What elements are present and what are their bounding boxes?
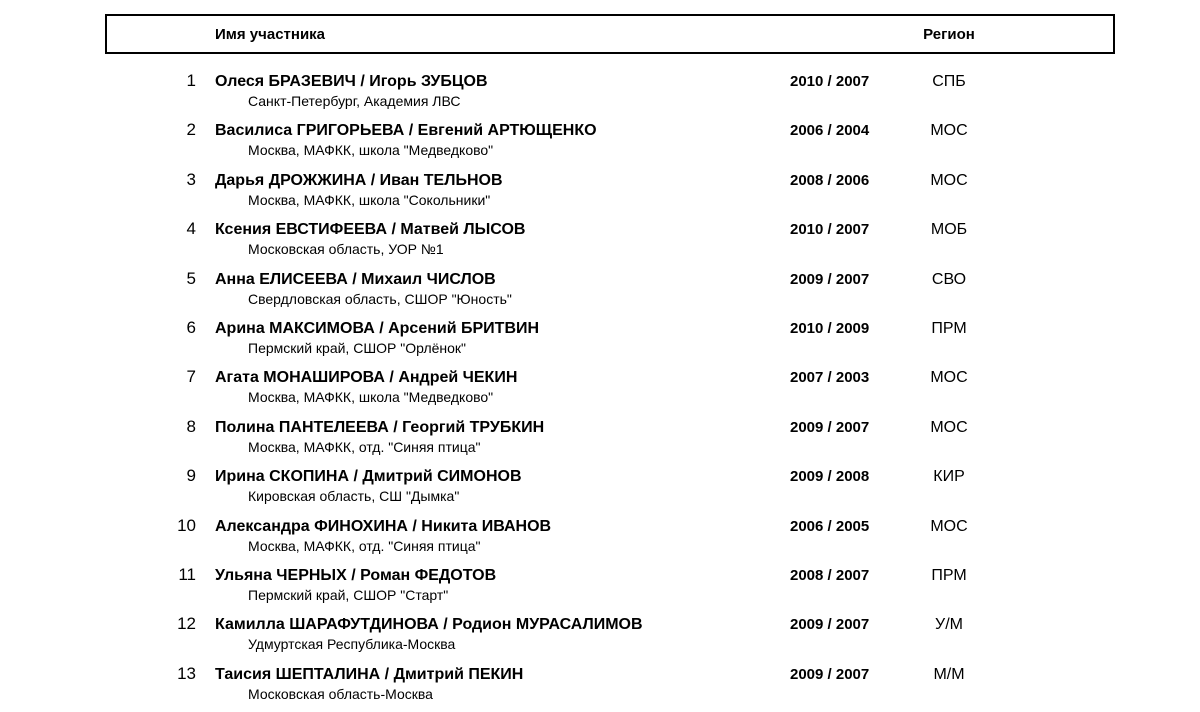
club-name: Московская область, УОР №1 [248,241,444,258]
pair-names: Ксения ЕВСТИФЕЕВА / Матвей ЛЫСОВ [215,221,526,239]
birth-years: 2009 / 2007 [790,270,870,288]
table-row [0,564,1200,613]
table-row [0,613,1200,662]
participants-list [0,70,1200,712]
club-name: Москва, МАФКК, школа "Медведково" [248,142,494,159]
participant-number: 6 [186,317,196,337]
participant-number: 13 [177,663,196,683]
pair-names: Анна ЕЛИСЕЕВА / Михаил ЧИСЛОВ [215,270,496,288]
region-code: МОС [930,517,968,535]
region-code: КИР [933,468,965,486]
region-code: ПРМ [931,319,967,337]
pair-names: Арина МАКСИМОВА / Арсений БРИТВИН [215,319,540,337]
region-code: МОС [930,418,968,436]
birth-years: 2010 / 2009 [790,319,870,337]
birth-years: 2009 / 2007 [790,616,870,634]
table-row [0,663,1200,712]
participant-number: 3 [186,169,196,189]
birth-years: 2007 / 2003 [790,369,870,387]
club-name: Пермский край, СШОР "Старт" [248,586,449,603]
birth-years: 2009 / 2007 [790,418,870,436]
region-code: У/М [935,616,963,634]
region-code: МОС [930,369,968,387]
pair-names: Агата МОНАШИРОВА / Андрей ЧЕКИН [215,369,518,387]
table-row [0,70,1200,119]
pair-names: Олеся БРАЗЕВИЧ / Игорь ЗУБЦОВ [215,73,488,90]
club-name: Москва, МАФКК, отд. "Синяя птица" [248,537,481,554]
club-name: Удмуртская Республика-Москва [248,636,456,653]
birth-years: 2008 / 2006 [790,171,870,189]
region-code: МОС [930,122,968,140]
table-row [0,465,1200,514]
table-row [0,515,1200,564]
birth-years: 2009 / 2007 [790,665,870,683]
pair-names: Камилла ШАРАФУТДИНОВА / Родион МУРАСАЛИМОВ [215,616,643,634]
table-row [0,268,1200,317]
region-code: МОС [930,171,968,189]
club-name: Москва, МАФКК, школа "Сокольники" [248,191,491,208]
region-code: ПРМ [931,566,967,584]
club-name: Кировская область, СШ "Дымка" [248,488,460,505]
pair-names: Таисия ШЕПТАЛИНА / Дмитрий ПЕКИН [215,665,524,683]
participant-number: 10 [177,515,196,535]
table-row [0,416,1200,465]
pair-names: Василиса ГРИГОРЬЕВА / Евгений АРТЮЩЕНКО [215,122,597,140]
region-code: МОБ [930,221,968,239]
column-header-name: Имя участника [215,26,326,43]
club-name: Санкт-Петербург, Академия ЛВС [248,93,461,109]
birth-years: 2009 / 2008 [790,468,870,486]
participant-number: 2 [186,120,196,140]
participant-number: 1 [186,71,196,90]
region-code: СВО [931,270,967,288]
club-name: Пермский край, СШОР "Орлёнок" [248,339,467,356]
club-name: Москва, МАФКК, школа "Медведково" [248,389,494,406]
club-name: Московская область-Москва [248,685,433,702]
table-row [0,218,1200,267]
club-name: Москва, МАФКК, отд. "Синяя птица" [248,438,481,455]
table-row [0,366,1200,415]
participant-number: 12 [177,614,196,634]
birth-years: 2006 / 2004 [790,122,870,140]
participant-number: 4 [186,219,196,239]
table-row [0,119,1200,168]
pair-names: Полина ПАНТЕЛЕЕВА / Георгий ТРУБКИН [215,418,545,436]
column-header-region: Регион [923,26,975,43]
table-row [0,317,1200,366]
participant-number: 5 [186,268,196,288]
table-row [0,169,1200,218]
participant-number: 7 [186,367,196,387]
club-name: Свердловская область, СШОР "Юность" [248,290,512,307]
region-code: М/М [933,665,965,683]
birth-years: 2006 / 2005 [790,517,870,535]
birth-years: 2008 / 2007 [790,566,870,584]
birth-years: 2010 / 2007 [790,221,870,239]
participant-number: 9 [186,466,196,486]
participant-number: 8 [186,416,196,436]
participant-number: 11 [178,564,196,584]
birth-years: 2010 / 2007 [790,73,870,90]
pair-names: Ульяна ЧЕРНЫХ / Роман ФЕДОТОВ [215,566,497,584]
pair-names: Дарья ДРОЖЖИНА / Иван ТЕЛЬНОВ [215,171,503,189]
region-code: СПБ [932,73,966,90]
pair-names: Ирина СКОПИНА / Дмитрий СИМОНОВ [215,468,522,486]
pair-names: Александра ФИНОХИНА / Никита ИВАНОВ [215,517,552,535]
